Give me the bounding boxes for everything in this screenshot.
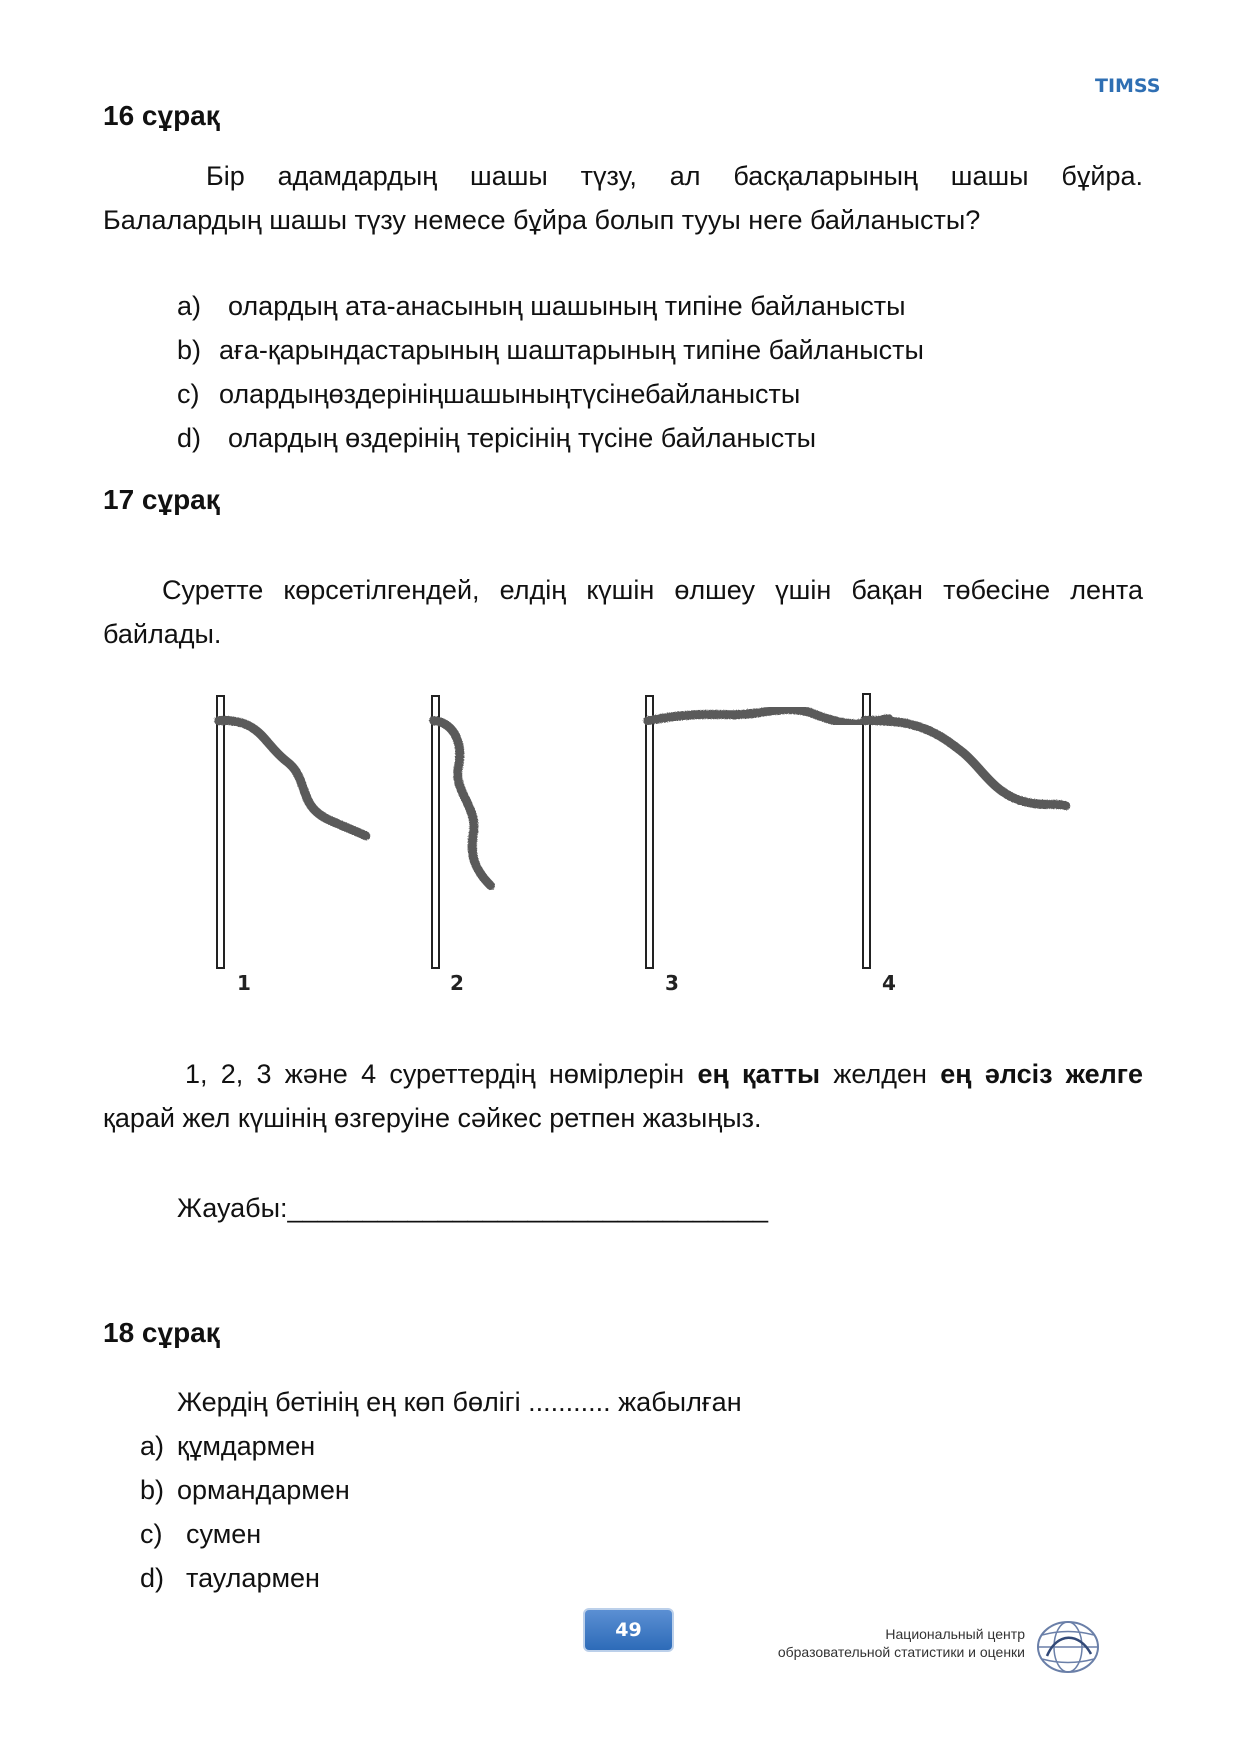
pole-1 — [217, 696, 365, 968]
pole-3 — [646, 696, 888, 968]
pole-4 — [863, 694, 1065, 968]
q18-option-b-text: ормандармен — [177, 1475, 350, 1505]
q18-option-d-letter: d) — [140, 1563, 165, 1593]
question-17-title: 17 сұрақ — [103, 484, 220, 515]
q18-option-b-letter: b) — [140, 1475, 165, 1505]
q16-option-a-text: олардың ата-анасының шашының типіне байланысты — [228, 291, 906, 321]
footer-org-line1: Национальный центр — [885, 1626, 1025, 1642]
question-17-intro-line2: байлады. — [103, 619, 222, 649]
question-16-text-line1: Бір адамдардың шашы түзу, ал басқаларының шашы бұйра. — [206, 161, 1143, 191]
answer-blank[interactable]: ________________________________ — [287, 1193, 769, 1223]
q18-option-a-letter: a) — [140, 1431, 165, 1461]
q18-option-c-text: сумен — [186, 1519, 262, 1549]
task-bold-strongest: ең қатты — [697, 1059, 821, 1089]
q16-option-a-letter: a) — [177, 291, 202, 321]
q18-option-a-text: құмдармен — [177, 1431, 316, 1461]
figure-label-4: 4 — [882, 971, 896, 995]
question-17-task-line1 — [103, 1052, 1143, 1096]
q16-option-d-letter: d) — [177, 423, 202, 453]
q18-option-d-text: таулармен — [186, 1563, 320, 1593]
question-17-task-line2: қарай жел күшінің өзгеруіне сәйкес ретпен жазыңыз. — [103, 1103, 762, 1133]
task-text-2: желден — [820, 1059, 941, 1089]
header-brand: TIMSS — [1095, 75, 1161, 97]
footer-org-line2: образовательной статистики и оценки — [777, 1644, 1025, 1660]
question-18-text: Жердің бетінің ең көп бөлігі ........... жабылған — [177, 1387, 742, 1417]
q16-option-c-text: олардыңөздерініңшашыныңтүсінебайланысты — [219, 379, 801, 409]
q18-option-c-letter: c) — [140, 1519, 163, 1549]
q16-option-b-letter: b) — [177, 335, 202, 365]
task-bold-weakest: ең әлсіз желге — [940, 1059, 1144, 1089]
answer-label: Жауабы: — [177, 1193, 288, 1223]
answer-line — [177, 1186, 768, 1230]
globe-logo-icon — [1035, 1618, 1101, 1676]
question-16-text-line2: Балалардың шашы түзу немесе бұйра болып тууы неге байланысты? — [103, 205, 981, 235]
figure-label-1: 1 — [237, 971, 251, 995]
task-text-1: 1, 2, 3 және 4 суреттердің нөмірлерін — [185, 1059, 698, 1089]
footer-organization — [760, 1625, 1025, 1661]
question-16-title: 16 сұрақ — [103, 100, 220, 131]
question-17-intro-line1: Суретте көрсетілгендей, елдің күшін өлшеу үшін бақан төбесіне лента — [162, 575, 1143, 605]
q16-option-c-letter: c) — [177, 379, 200, 409]
q16-option-b-text: аға-қарындастарының шаштарының типіне байланысты — [219, 335, 924, 365]
figure-label-2: 2 — [450, 971, 464, 995]
pole-2 — [432, 696, 490, 968]
question-18-title: 18 сұрақ — [103, 1317, 220, 1348]
wind-ribbon-figure — [200, 690, 1080, 1010]
q16-option-d-text: олардың өздерінің терісінің түсіне байланысты — [228, 423, 817, 453]
page-number-badge: 49 — [583, 1608, 674, 1652]
figure-label-3: 3 — [665, 971, 679, 995]
